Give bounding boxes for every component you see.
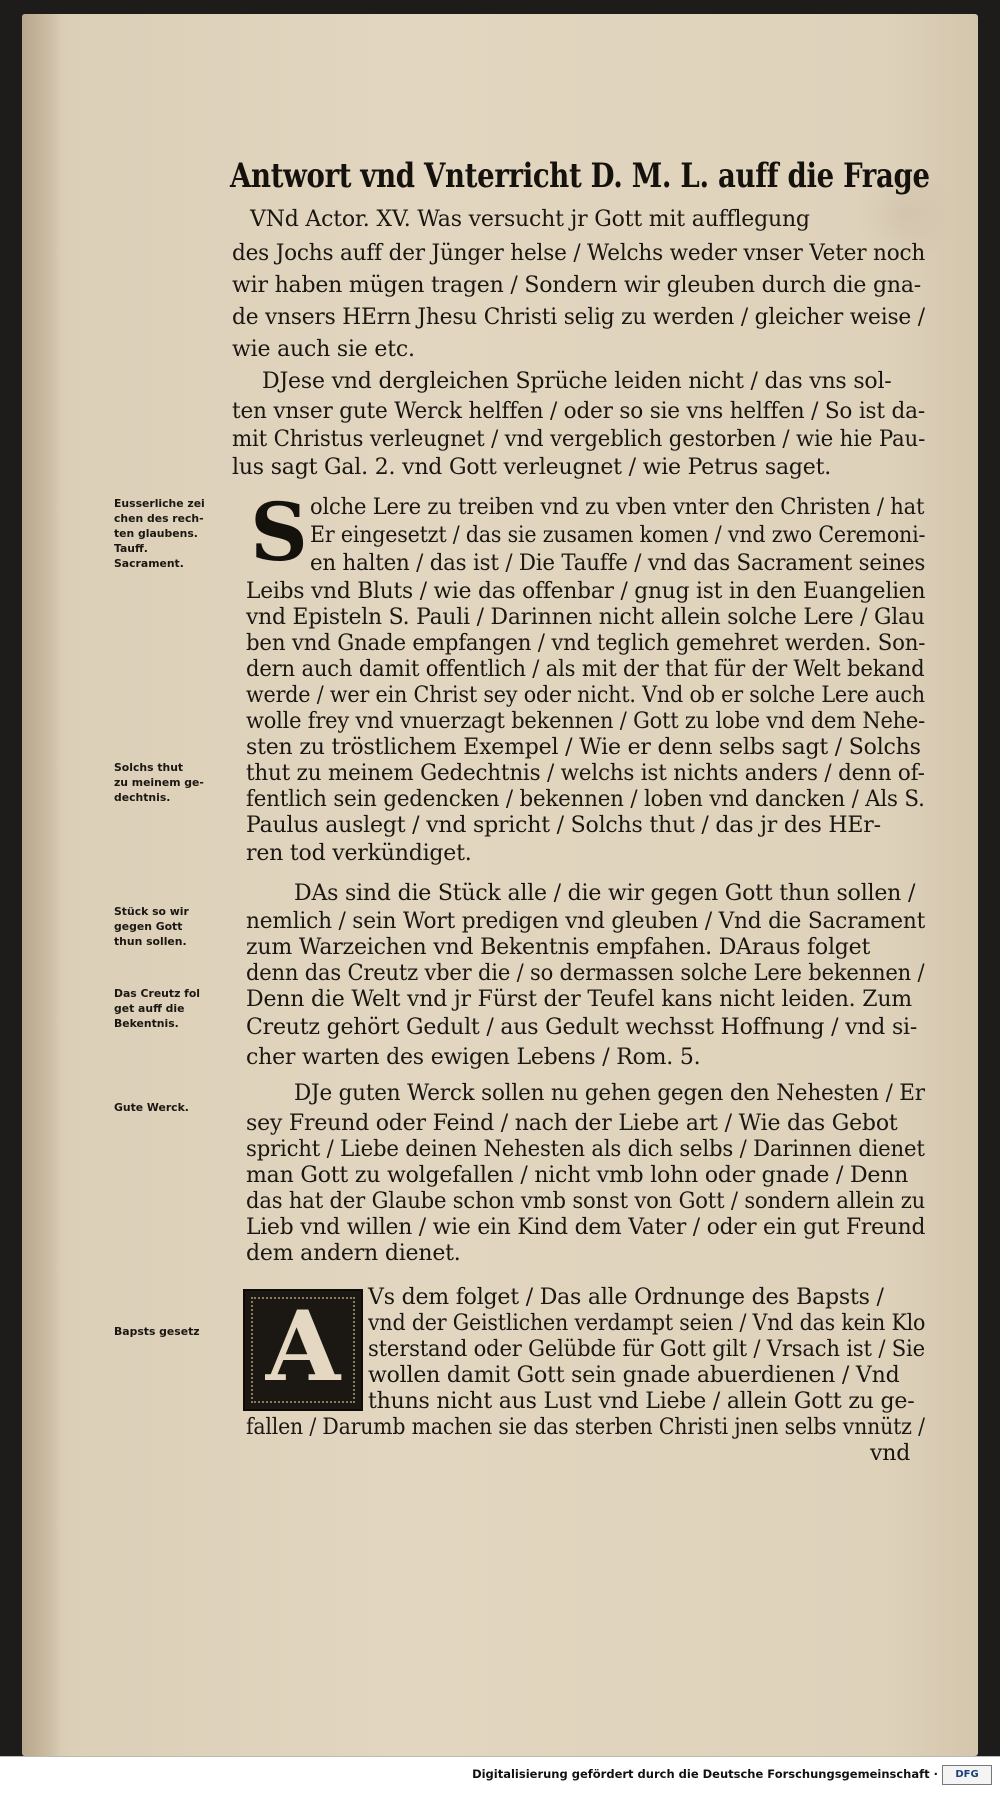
text-line: en halten / das ist / Die Tauffe / vnd das Sacrament seines xyxy=(310,551,926,576)
text-line: wolle frey vnd vnuerzagt bekennen / Gott zu lobe vnd dem Nehe- xyxy=(246,709,926,734)
text-line: DJese vnd dergleichen Sprüche leiden nicht / das vns sol- xyxy=(262,369,892,394)
text-line: werde / wer ein Christ sey oder nicht. Vnd ob er solche Lere auch xyxy=(246,683,925,708)
margin-note-gedechtnis xyxy=(114,760,244,805)
text-line: dern auch damit offentlich / als mit der that für der Welt bekand xyxy=(246,657,925,682)
text-line: VNd Actor. XV. Was versucht jr Gott mit aufflegung xyxy=(250,207,810,232)
text-line: de vnsers HErrn Jhesu Christi selig zu werden / gleicher weise / xyxy=(232,305,925,330)
margin-note-line: Das Creutz fol xyxy=(114,987,201,1000)
page-heading: Antwort vnd Vnterricht D. M. L. auff die Frage xyxy=(230,156,930,196)
text-line: Denn die Welt vnd jr Fürst der Teufel kans nicht leiden. Zum xyxy=(246,987,912,1012)
text-line: DAs sind die Stück alle / die wir gegen Gott thun sollen / xyxy=(294,881,916,906)
text-line: des Jochs auff der Jünger helse / Welchs weder vnser Veter noch xyxy=(232,241,926,266)
margin-note-line: Eusserliche zei xyxy=(114,497,205,510)
margin-note-creutz xyxy=(114,986,244,1031)
dfg-logo: DFG xyxy=(942,1765,992,1785)
text-line: spricht / Liebe deinen Nehesten als dich selbs / Darinnen dienet xyxy=(246,1137,925,1162)
text-line: ren tod verkündiget. xyxy=(246,841,472,866)
margin-note-line: chen des rech- xyxy=(114,512,204,525)
text-line: nemlich / sein Wort predigen vnd gleuben / Vnd die Sacrament xyxy=(246,909,926,934)
text-line: wie auch sie etc. xyxy=(232,337,415,362)
text-line: vnd xyxy=(870,1441,911,1466)
page-gutter xyxy=(22,14,60,1756)
text-line: Vs dem folget / Das alle Ordnunge des Bapsts / xyxy=(368,1285,884,1310)
margin-note-line: gegen Gott xyxy=(114,920,183,933)
text-line: fallen / Darumb machen sie das sterben Christi jnen selbs vnnütz / xyxy=(246,1415,925,1440)
margin-note-sacrament xyxy=(114,496,244,571)
text-line: wir haben mügen tragen / Sondern wir gleuben durch die gna- xyxy=(232,273,921,298)
text-line: das hat der Glaube schon vmb sonst von Gott / sondern allein zu xyxy=(246,1189,926,1214)
margin-note-line: Bapsts gesetz xyxy=(114,1325,200,1338)
text-line: wollen damit Gott sein gnade abuerdienen / Vnd xyxy=(368,1363,900,1388)
text-line: Lieb vnd willen / wie ein Kind dem Vater / oder ein gut Freund xyxy=(246,1215,926,1240)
text-line: lus sagt Gal. 2. vnd Gott verleugnet / wie Petrus saget. xyxy=(232,455,832,480)
footer-bar xyxy=(0,1756,1000,1794)
text-line: mit Christus verleugnet / vnd vergeblich gestorben / wie hie Pau- xyxy=(232,427,926,452)
text-line: olche Lere zu treiben vnd zu vben vnter den Christen / hat xyxy=(310,495,925,520)
text-line: thuns nicht aus Lust vnd Liebe / allein Gott zu ge- xyxy=(368,1389,915,1414)
text-line: vnd Episteln S. Pauli / Darinnen nicht allein solche Lere / Glau xyxy=(246,605,925,630)
text-line: dem andern dienet. xyxy=(246,1241,461,1266)
text-line: Paulus auslegt / vnd spricht / Solchs thut / das jr des HEr- xyxy=(246,813,881,838)
margin-note-line: dechtnis. xyxy=(114,791,171,804)
margin-note-line: Stück so wir xyxy=(114,905,189,918)
text-line: denn das Creutz vber die / so dermassen solche Lere bekennen / xyxy=(246,961,925,986)
margin-note-bapsts xyxy=(114,1324,244,1339)
margin-note-line: ten glaubens. xyxy=(114,527,198,540)
text-line: Leibs vnd Bluts / wie das offenbar / gnug ist in den Euangelien xyxy=(246,579,926,604)
text-line: DJe guten Werck sollen nu gehen gegen den Nehesten / Er xyxy=(294,1081,925,1106)
margin-note-line: Solchs thut xyxy=(114,761,184,774)
margin-note-line: zu meinem ge- xyxy=(114,776,204,789)
text-line: ben vnd Gnade empfangen / vnd teglich gemehret werden. Son- xyxy=(246,631,926,656)
margin-note-line: Tauff. xyxy=(114,542,148,555)
text-line: sey Freund oder Feind / nach der Liebe art / Wie das Gebot xyxy=(246,1111,898,1136)
text-line: vnd der Geistlichen verdampt seien / Vnd das kein Klo xyxy=(368,1311,926,1336)
text-line: man Gott zu wolgefallen / nicht vmb lohn oder gnade / Denn xyxy=(246,1163,909,1188)
text-line: thut zu meinem Gedechtnis / welchs ist nichts anders / denn of- xyxy=(246,761,925,786)
text-line: sterstand oder Gelübde für Gott gilt / Vrsach ist / Sie xyxy=(368,1337,925,1362)
text-line: ten vnser gute Werck helffen / oder so sie vns helffen / So ist da- xyxy=(232,399,925,424)
margin-note-line: Bekentnis. xyxy=(114,1017,179,1030)
margin-note-line: Sacrament. xyxy=(114,557,184,570)
drop-cap-letter: A xyxy=(265,1290,341,1403)
margin-note-gute-werck xyxy=(114,1100,244,1115)
drop-cap-a xyxy=(243,1289,363,1411)
text-line: Er eingesetzt / das sie zusamen komen / vnd zwo Ceremoni- xyxy=(310,523,926,548)
margin-note-line: Gute Werck. xyxy=(114,1101,189,1114)
margin-note-line: thun sollen. xyxy=(114,935,187,948)
margin-note-line: get auff die xyxy=(114,1002,185,1015)
drop-cap-s: S xyxy=(250,485,308,579)
text-line: sten zu tröstlichem Exempel / Wie er denn selbs sagt / Solchs xyxy=(246,735,921,760)
margin-note-stueck xyxy=(114,904,244,949)
text-line: zum Warzeichen vnd Bekentnis empfahen. DAraus folget xyxy=(246,935,871,960)
footer-credit: Digitalisierung gefördert durch die Deutsche Forschungsgemeinschaft · xyxy=(472,1767,938,1781)
text-line: Creutz gehört Gedult / aus Gedult wechsst Hoffnung / vnd si- xyxy=(246,1015,918,1040)
text-line: cher warten des ewigen Lebens / Rom. 5. xyxy=(246,1045,701,1070)
text-line: fentlich sein gedencken / bekennen / loben vnd dancken / Als S. xyxy=(246,787,925,812)
